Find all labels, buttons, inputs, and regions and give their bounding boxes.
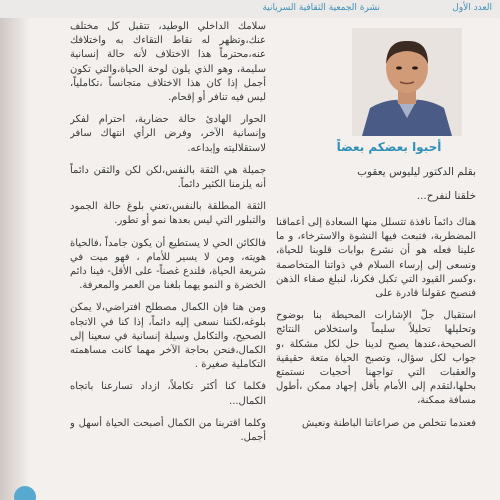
article-subline: خلقنا لنفرح... — [416, 190, 476, 202]
left-paragraph: جميلة هي الثقة بالنفس،لكن لكن والثقن دائماً أنه يلزمنا الكثير دائماً. — [70, 164, 266, 191]
left-paragraph: وكلما اقتربنا من الكمال أصبحت الحياة أسهل و أجمل. — [70, 417, 266, 444]
left-text-column — [70, 20, 266, 498]
left-paragraph: الحوار الهادئ حالة حضارية، احترام لفكر وإنسانية الآخر، وفرض الرأي انتهاك سافر لاستقلاليته وإبداعه. — [70, 114, 266, 154]
left-paragraph: الثقة المطلقة بالنفس،تعني بلوغ حالة الجمود والتبلور التي ليس بعدها نمو أو تطور. — [70, 201, 266, 227]
page-number-bubble — [14, 486, 36, 500]
right-paragraph: فعندما نتخلص من صراعاتنا الباطنة ونعيش — [301, 417, 476, 429]
left-paragraph: فالكائن الحي لا يستطيع أن يكون جامداً ،فالحياة هويته، ومن لا يسير للأمام ، فهو ميت في شريعة الحياة، فلندع غصناً- على الأقل- فينا دائم الخضرة و النمو يهما بلغنا من العمر والمعرفة. — [70, 237, 266, 292]
article-title: أحبوا بعضكم بعضاً — [336, 140, 442, 154]
page-binding-shadow — [0, 0, 30, 500]
header-band — [0, 0, 500, 18]
right-paragraph: استقبال جلّ الإشارات المحيطة بنا بوضوح وتحليلها تحليلاً سليماً واستخلاص النتائج الصحيحة،عندها يصبح لدينا حل لكل مشكلة ،و جواب لكل سؤال، وتصبح الحياة متعة حقيقية والعقبات التي تواجهنا أحجيات نستمتع بحلها،لتقدم إلى الأمام بأقل إجهاد ممكن ،أطول مسافة ممكنة، — [276, 310, 476, 407]
author-portrait-image — [352, 28, 462, 136]
header-issue-mark: العدد الأول — [452, 3, 492, 13]
left-paragraph: سلامك الداخلي الوطيد، تتقبل كل مختلف عنك،وتظهر له نقاط التقاءك به واختلافك عنه،محترماً هذا الاختلاف لأنه حالة إنسانية سليمة، وهو الذي يلون لوحة الحياة،والتي تكون أجمل إذا كان هذا الاختلاف متجانساً ،تكاملياً، ليس فيه تنافر أو إقحام. — [70, 21, 266, 104]
article-byline: بقلم الدكتور ليليوس يعقوب — [357, 166, 476, 178]
right-paragraph: هناك دائماً نافذة تتسلل منها السعادة إلى أعماقنا المضطربة، فتبعث فيها النشوة والاسترخاء، و ما علينا فعله هو أن نشرع بوابات قلوبنا للحياة، ونسعى إلى إرساء السلام في ذواتنا المتخاصمة ،وكسر القيود التي تكبل فكرنا، لنبلغ صفاء الذهن فنصبح عقولنا قادرة على — [276, 217, 476, 300]
left-paragraph: فكلما كنا أكثر تكاملاً، ازداد تسارعنا باتجاه الكمال... — [70, 381, 266, 407]
header-title: نشرة الجمعية الثقافية السريانية — [262, 3, 380, 13]
right-text-column — [276, 216, 476, 496]
left-paragraph: ومن هنا فإن الكمال مصطلح افتراضي،لا يمكن بلوغه،لكننا نسعى إليه دائماً، إذا كنا في الاتجاه الصحيح، والتكامل وسيلة إنسانية في سعينا إلى الكمال،فنحن بحاجة الآخر مهما كانت مساهمته التكاملية صغيرة . — [70, 302, 266, 371]
author-portrait — [352, 28, 462, 136]
